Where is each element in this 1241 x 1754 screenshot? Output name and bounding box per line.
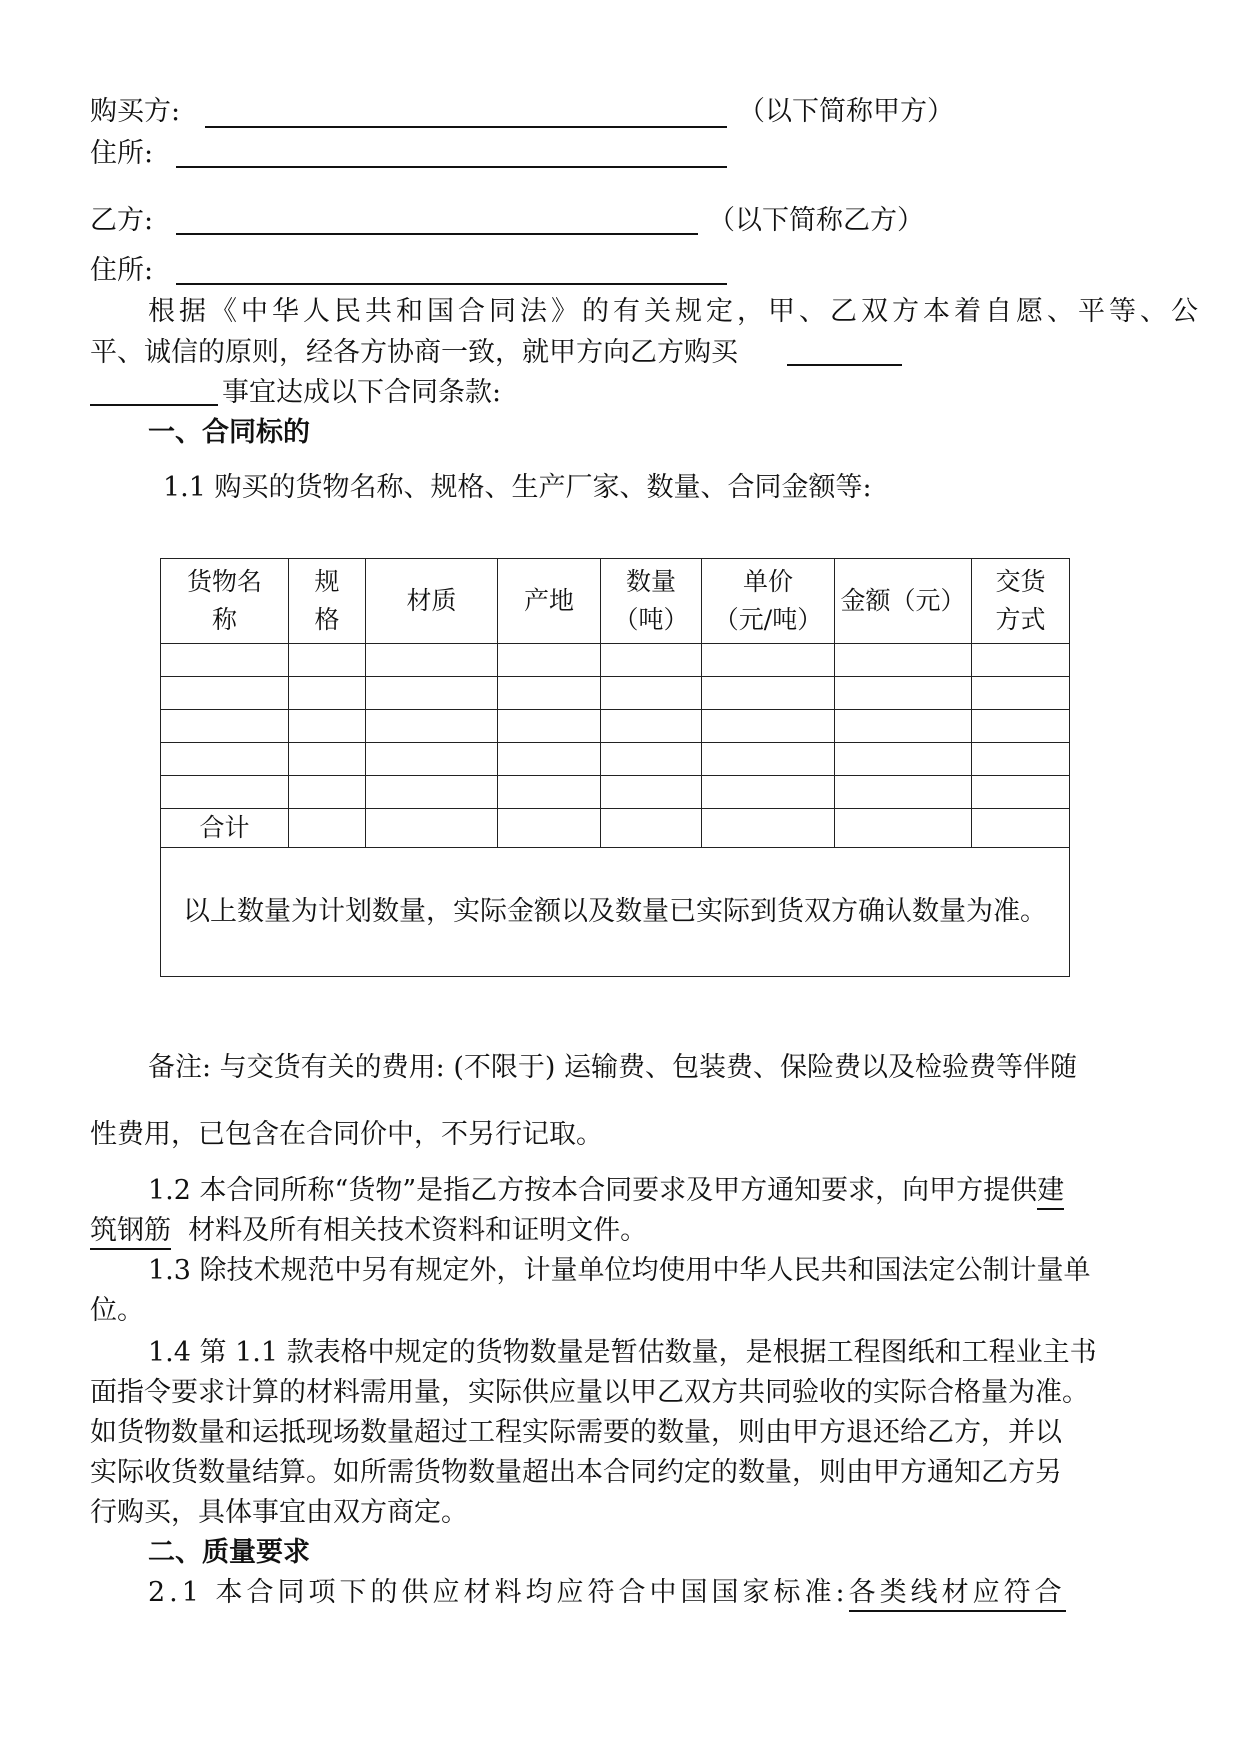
total-label: 合计	[161, 809, 289, 848]
buyer-address-blank[interactable]	[176, 166, 727, 168]
header-quantity: 数量 （吨）	[601, 559, 702, 644]
section-1-heading: 一、合同标的	[148, 417, 310, 448]
intro-line-2: 平、诚信的原则，经各方协商一致，就甲方向乙方购买	[90, 337, 738, 368]
table-cell[interactable]	[161, 677, 289, 710]
header-amount: 金额（元）	[835, 559, 972, 644]
table-cell[interactable]	[835, 776, 972, 809]
table-cell[interactable]	[498, 743, 601, 776]
table-row	[161, 710, 1070, 743]
table-cell[interactable]	[366, 710, 498, 743]
table-cell[interactable]	[835, 644, 972, 677]
clause-1-2-text: 1.2 本合同所称“货物”是指乙方按本合同要求及甲方通知要求，向甲方提供	[148, 1175, 1038, 1206]
table-cell[interactable]	[835, 710, 972, 743]
table-cell[interactable]	[366, 776, 498, 809]
section-2-heading: 二、质量要求	[148, 1537, 310, 1568]
remark-line-2: 性费用，已包含在合同价中，不另行记取。	[90, 1119, 603, 1150]
header-delivery: 交货 方式	[972, 559, 1070, 644]
table-row	[161, 644, 1070, 677]
table-cell[interactable]	[366, 677, 498, 710]
table-cell[interactable]	[161, 776, 289, 809]
table-cell[interactable]	[498, 677, 601, 710]
table-cell[interactable]	[366, 644, 498, 677]
clause-1-3-line-2: 位。	[90, 1295, 144, 1326]
table-header-row	[161, 559, 1070, 644]
header-goods-name: 货物名 称	[161, 559, 289, 644]
table-cell[interactable]	[972, 710, 1070, 743]
table-cell[interactable]	[498, 776, 601, 809]
table-note: 以上数量为计划数量，实际金额以及数量已实际到货双方确认数量为准。	[161, 848, 1070, 977]
table-cell[interactable]	[702, 743, 835, 776]
table-cell[interactable]	[972, 809, 1070, 848]
table-cell[interactable]	[289, 677, 366, 710]
table-cell[interactable]	[702, 710, 835, 743]
table-cell[interactable]	[601, 743, 702, 776]
table-cell[interactable]	[601, 644, 702, 677]
clause-1-4-line-5: 行购买，具体事宜由双方商定。	[90, 1497, 468, 1528]
seller-address-blank[interactable]	[176, 283, 727, 285]
seller-suffix: （以下简称乙方）	[708, 205, 924, 236]
header-spec: 规 格	[289, 559, 366, 644]
intro-line-3: 事宜达成以下合同条款:	[222, 377, 502, 408]
table-cell[interactable]	[289, 776, 366, 809]
header-origin: 产地	[498, 559, 601, 644]
table-cell[interactable]	[498, 644, 601, 677]
clause-1-4-line-2: 面指令要求计算的材料需用量，实际供应量以甲乙双方共同验收的实际合格量为准。	[90, 1377, 1089, 1408]
clause-1-2-text-2: 材料及所有相关技术资料和证明文件。	[188, 1215, 648, 1246]
item-2-1-underlined: 各类线材应符合	[849, 1577, 1066, 1612]
table-cell[interactable]	[289, 809, 366, 848]
clause-1-2-underlined-b: 筑钢筋	[90, 1215, 171, 1250]
table-row	[161, 677, 1070, 710]
seller-address-label: 住所:	[90, 255, 154, 286]
table-cell[interactable]	[972, 743, 1070, 776]
item-2-1-text: 2.1 本合同项下的供应材料均应符合中国国家标准:	[148, 1577, 849, 1608]
header-material: 材质	[366, 559, 498, 644]
goods-table	[160, 558, 1070, 977]
clause-1-4-line-4: 实际收货数量结算。如所需货物数量超出本合同约定的数量，则由甲方通知乙方另	[90, 1457, 1062, 1488]
table-cell[interactable]	[601, 710, 702, 743]
buyer-name-blank[interactable]	[205, 126, 727, 128]
clause-1-4-line-3: 如货物数量和运抵现场数量超过工程实际需要的数量，则由甲方退还给乙方，并以	[90, 1417, 1062, 1448]
table-cell[interactable]	[161, 644, 289, 677]
table-cell[interactable]	[366, 809, 498, 848]
table-row	[161, 743, 1070, 776]
table-cell[interactable]	[161, 710, 289, 743]
table-cell[interactable]	[972, 776, 1070, 809]
buyer-address-label: 住所:	[90, 138, 154, 169]
table-row	[161, 776, 1070, 809]
table-cell[interactable]	[702, 809, 835, 848]
table-cell[interactable]	[972, 677, 1070, 710]
clause-1-2-line-2	[90, 1213, 647, 1249]
table-note-row	[161, 848, 1070, 977]
clause-1-2-underlined-a: 建	[1037, 1175, 1064, 1210]
item-2-1	[148, 1575, 1066, 1611]
clause-1-2-line-1	[148, 1173, 1064, 1209]
table-cell[interactable]	[702, 644, 835, 677]
table-cell[interactable]	[702, 677, 835, 710]
table-cell[interactable]	[289, 710, 366, 743]
table-cell[interactable]	[601, 677, 702, 710]
table-total-row	[161, 809, 1070, 848]
table-cell[interactable]	[366, 743, 498, 776]
table-cell[interactable]	[601, 809, 702, 848]
table-cell[interactable]	[289, 644, 366, 677]
seller-label: 乙方:	[90, 205, 154, 236]
table-cell[interactable]	[835, 743, 972, 776]
intro-line-1: 根据《中华人民共和国合同法》的有关规定，甲、乙双方本着自愿、平等、公	[148, 296, 1202, 327]
table-cell[interactable]	[835, 809, 972, 848]
remark-line-1: 备注: 与交货有关的费用: (不限于) 运输费、包装费、保险费以及检验费等伴随	[148, 1052, 1078, 1083]
table-cell[interactable]	[161, 743, 289, 776]
table-cell[interactable]	[289, 743, 366, 776]
purchase-item-blank-2[interactable]	[90, 404, 218, 406]
table-cell[interactable]	[498, 809, 601, 848]
clause-1-4-line-1: 1.4 第 1.1 款表格中规定的货物数量是暂估数量，是根据工程图纸和工程业主书	[148, 1337, 1097, 1368]
item-1-1: 1.1 购买的货物名称、规格、生产厂家、数量、合同金额等:	[163, 472, 872, 503]
table-cell[interactable]	[835, 677, 972, 710]
seller-name-blank[interactable]	[176, 233, 698, 235]
table-cell[interactable]	[972, 644, 1070, 677]
table-cell[interactable]	[498, 710, 601, 743]
purchase-item-blank[interactable]	[787, 364, 902, 366]
header-unit-price: 单价 （元/吨）	[702, 559, 835, 644]
clause-1-3-line-1: 1.3 除技术规范中另有规定外，计量单位均使用中华人民共和国法定公制计量单	[148, 1255, 1091, 1286]
buyer-label: 购买方:	[90, 96, 181, 127]
table-cell[interactable]	[601, 776, 702, 809]
table-cell[interactable]	[702, 776, 835, 809]
buyer-suffix: （以下简称甲方）	[738, 96, 954, 127]
